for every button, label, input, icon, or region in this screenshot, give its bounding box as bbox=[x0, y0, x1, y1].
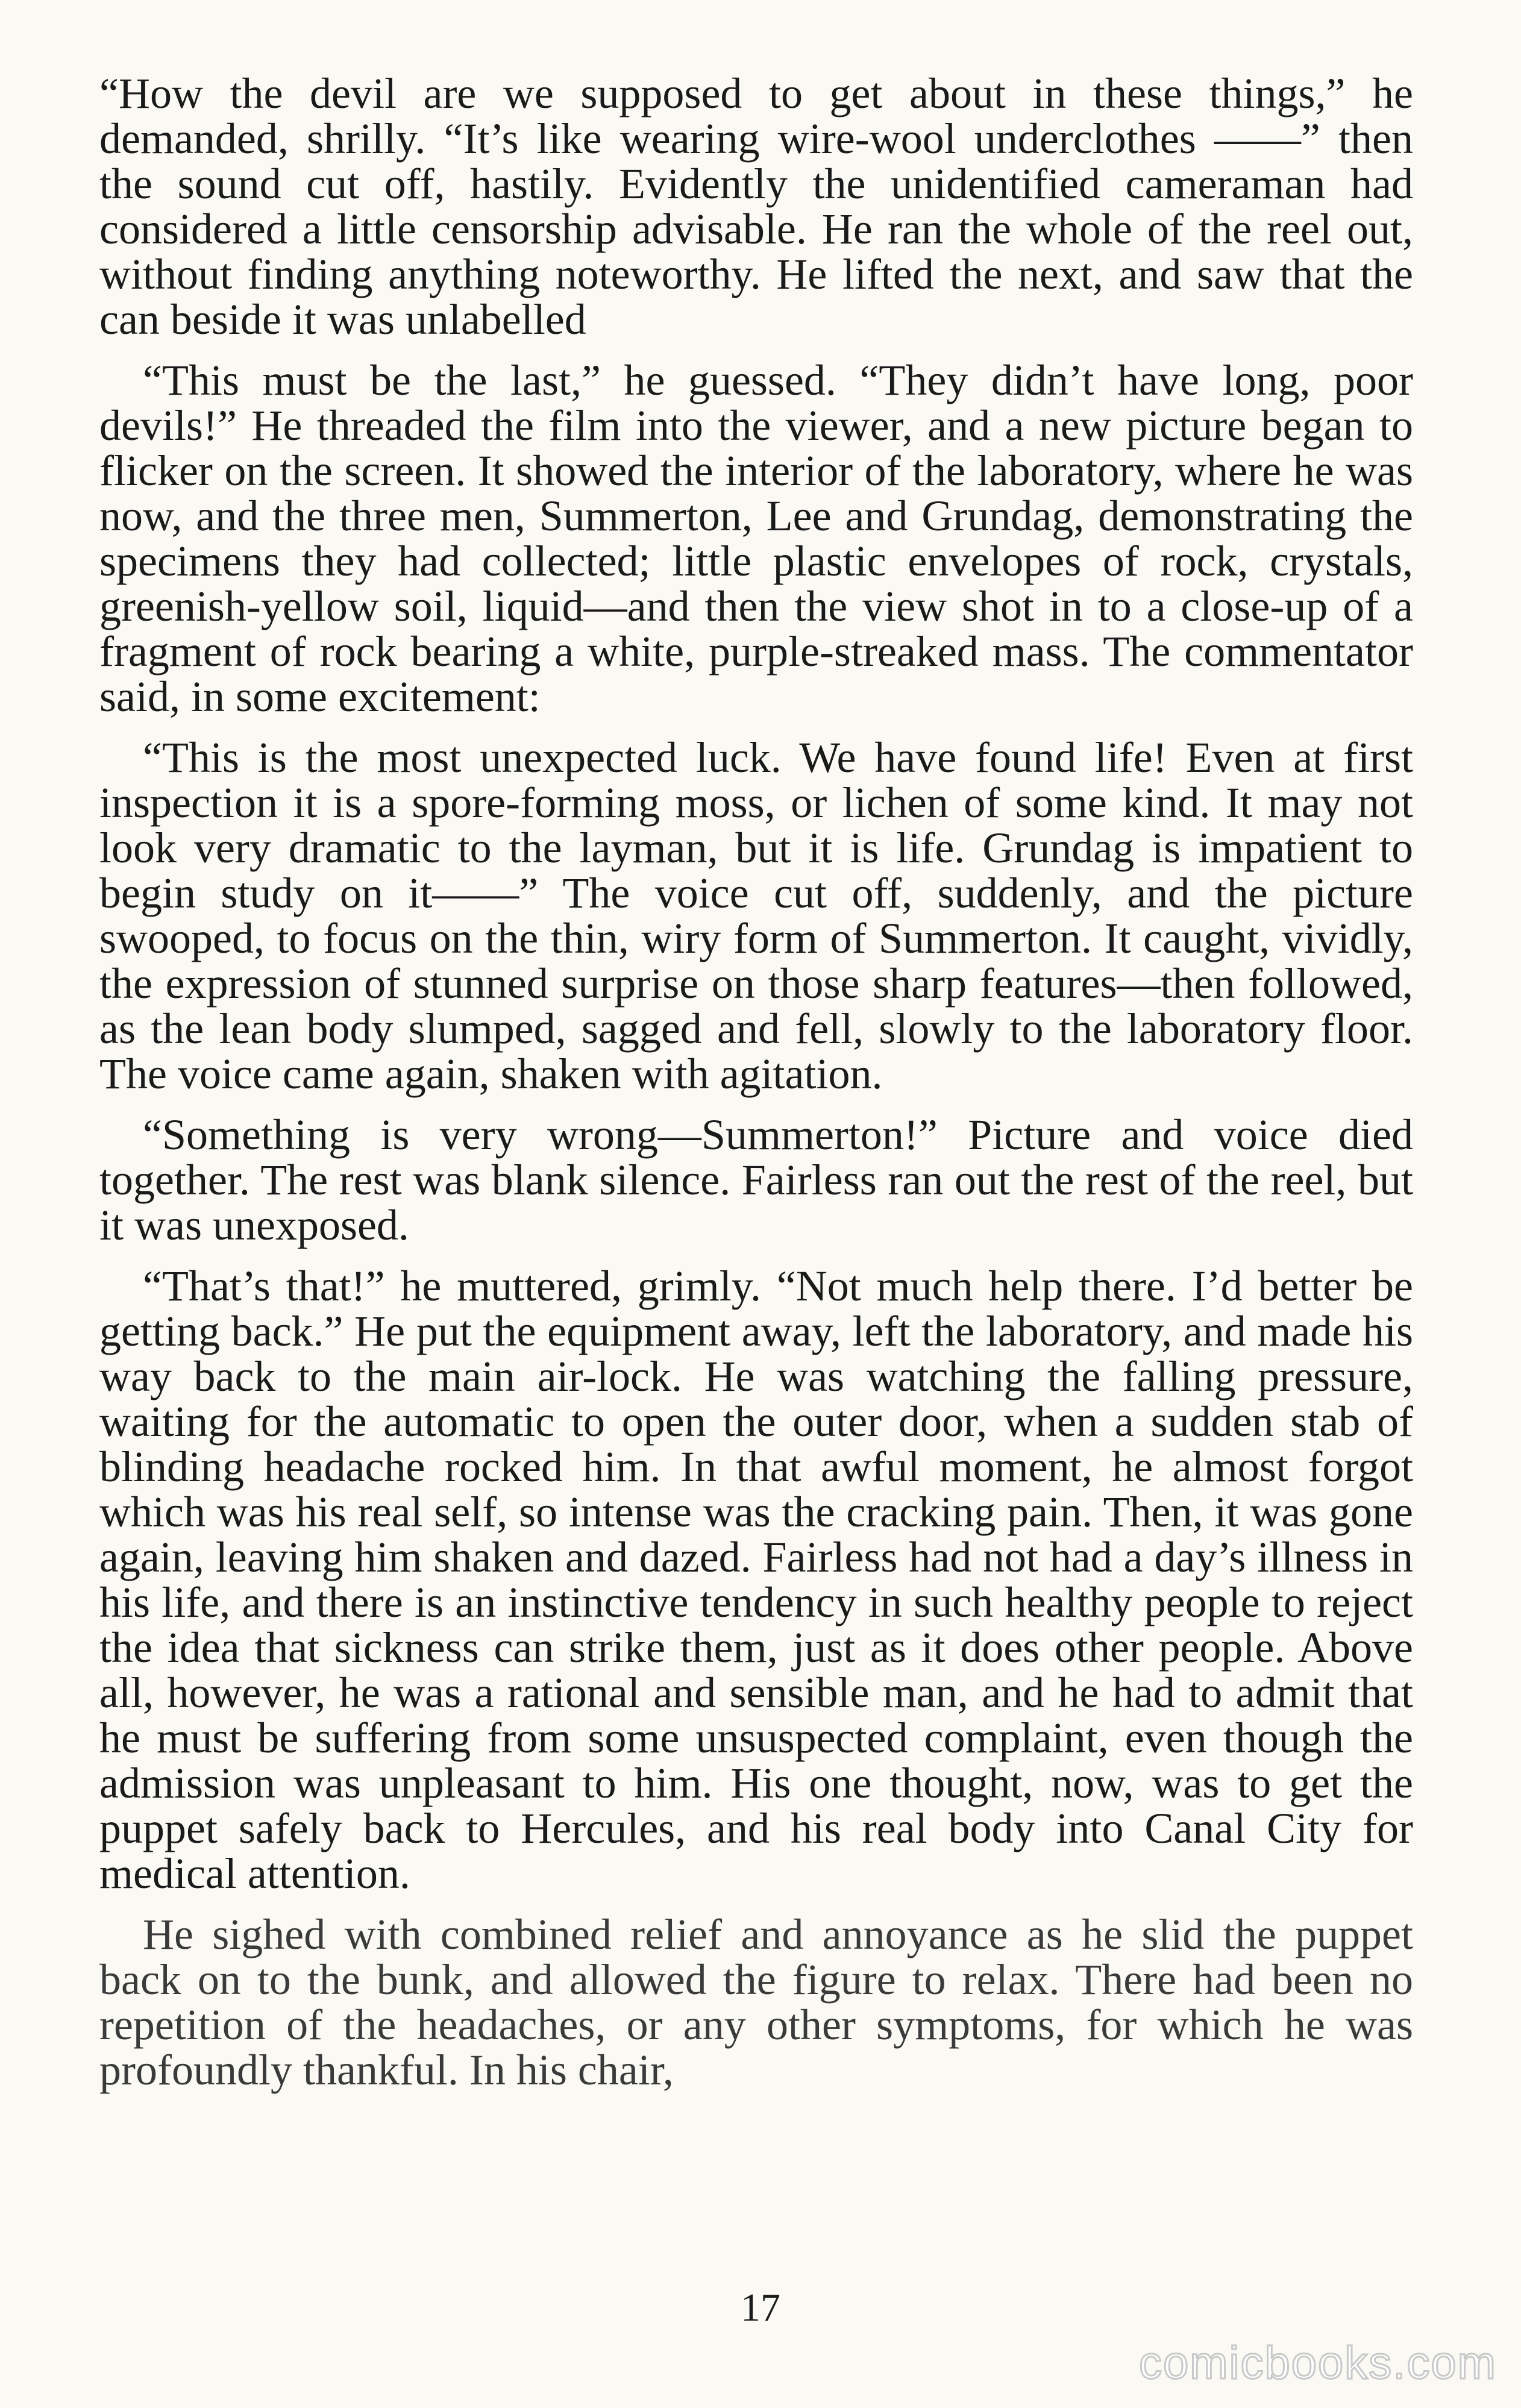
watermark: comicbooks.com bbox=[1139, 2337, 1497, 2389]
story-text bbox=[99, 71, 1413, 2109]
paragraph: “How the devil are we supposed to get about in these things,” he demanded, shrilly. “It’s like wearing wire-wool underclothes ——” then the sound cut off, hastily. Evidently the unidentified cameraman had considered a little censorship advisable. He ran the whole of the reel out, without finding anything noteworthy. He lifted the next, and saw that the can beside it was unlabelled bbox=[99, 69, 1413, 343]
paragraph: “This must be the last,” he guessed. “They didn’t have long, poor devils!” He threaded the film into the viewer, and a new picture began to flicker on the screen. It showed the interior of the laboratory, where he was now, and the three men, Summerton, Lee and Grundag, demonstrating the specimens they had collected; little plastic envelopes of rock, crystals, greenish-yellow soil, liquid—and then the view shot in to a close-up of a fragment of rock bearing a white, purple-streaked mass. The commentator said, in some excitement: bbox=[99, 356, 1413, 721]
page-number: 17 bbox=[741, 2286, 780, 2330]
paragraph: “Something is very wrong—Summerton!” Picture and voice died together. The rest was blank silence. Fairless ran out the rest of the reel, but it was unexposed. bbox=[99, 1111, 1413, 1249]
paragraph: He sighed with combined relief and annoyance as he slid the puppet back on to the bunk, and allowed the figure to relax. There had been no repetition of the headaches, or any other symptoms, for which he was profoundly thankful. In his chair, bbox=[99, 1910, 1413, 2094]
paragraph: “That’s that!” he muttered, grimly. “Not much help there. I’d better be getting back.” He put the equipment away, left the laboratory, and made his way back to the main air-lock. He was watching the falling pressure, waiting for the automatic to open the outer door, when a sudden stab of blinding headache rocked him. In that awful moment, he almost forgot which was his real self, so intense was the cracking pain. Then, it was gone again, leaving him shaken and dazed. Fairless had not had a day’s illness in his life, and there is an instinctive tendency in such healthy people to reject the idea that sickness can strike them, just as it does other people. Above all, however, he was a rational and sensible man, and he had to admit that he must be suffering from some unsuspected complaint, even though the admission was unpleasant to him. His one thought, now, was to get the puppet safely back to Hercules, and his real body into Canal City for medical attention. bbox=[99, 1262, 1413, 1898]
paragraph: “This is the most unexpected luck. We have found life! Even at first inspection it is a spore-forming moss, or lichen of some kind. It may not look very dramatic to the layman, but it is life. Grundag is impatient to begin study on it——” The voice cut off, suddenly, and the picture swooped, to focus on the thin, wiry form of Summerton. It caught, vividly, the expression of stunned surprise on those sharp features—then followed, as the lean body slumped, sagged and fell, slowly to the laboratory floor. The voice came again, shaken with agitation. bbox=[99, 733, 1413, 1098]
